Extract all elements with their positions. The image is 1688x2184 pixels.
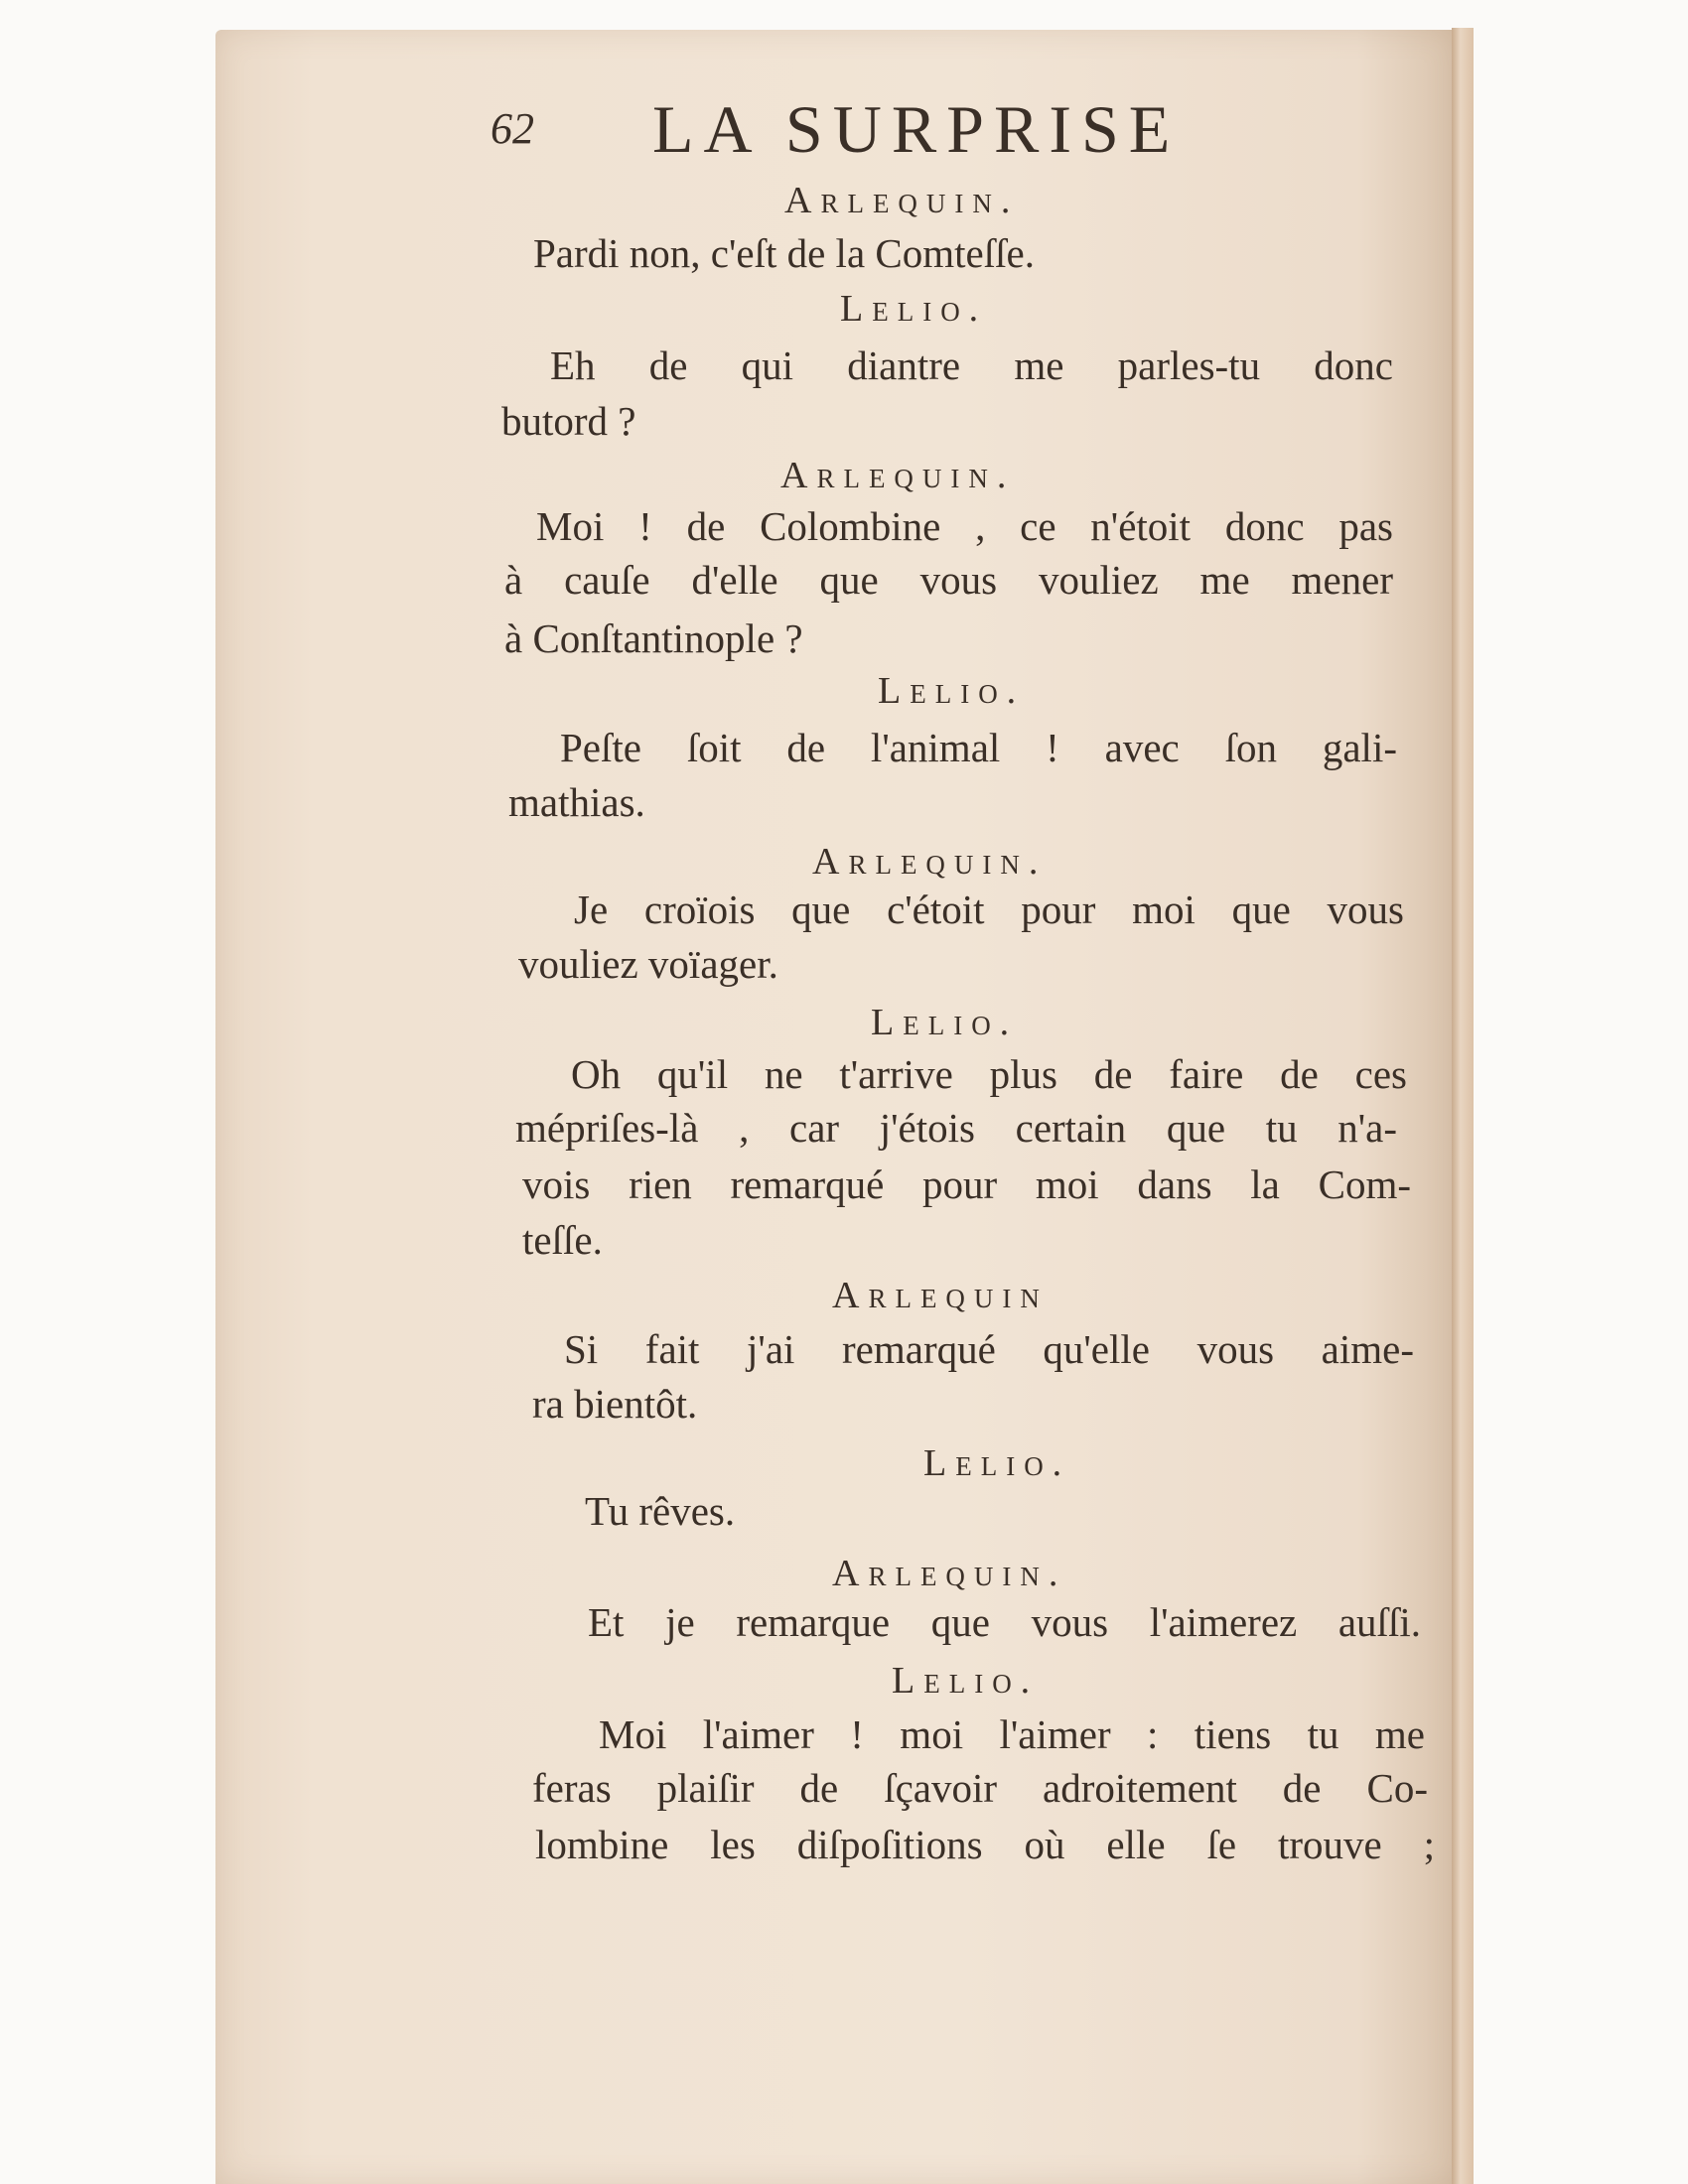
- dialogue-line: Si fait j'ai remarqué qu'elle vous aime-: [564, 1326, 1414, 1372]
- dialogue-line: Tu rêves.: [585, 1488, 736, 1534]
- speaker-name: Lelio.: [923, 1442, 1071, 1484]
- speaker-name: Lelio.: [878, 670, 1026, 712]
- speaker-name: Arlequin.: [780, 455, 1016, 496]
- dialogue-line: Oh qu'il ne t'arrive plus de faire de ces: [571, 1051, 1407, 1097]
- dialogue-line: à Conſtantinople ?: [504, 615, 803, 661]
- dialogue-line: Eh de qui diantre me parles-tu donc: [550, 342, 1393, 388]
- dialogue-line: vouliez voïager.: [518, 941, 778, 987]
- dialogue-line: Moi ! de Colombine , ce n'étoit donc pas: [536, 503, 1393, 549]
- dialogue-line: ra bientôt.: [532, 1381, 698, 1427]
- dialogue-line: butord ?: [501, 398, 636, 444]
- dialogue-line: mépriſes-là , car j'étois certain que tu n'a-: [515, 1105, 1397, 1151]
- dialogue-line: feras plaiſir de ſçavoir adroitement de Co-: [532, 1765, 1428, 1811]
- dialogue-line: vois rien remarqué pour moi dans la Com-: [522, 1161, 1411, 1207]
- dialogue-line: teſſe.: [522, 1217, 603, 1263]
- dialogue-line: Je croïois que c'étoit pour moi que vous: [574, 887, 1404, 932]
- page-edge: [1452, 28, 1474, 2184]
- speaker-name: Lelio.: [871, 1002, 1019, 1043]
- speaker-name: Lelio.: [892, 1660, 1040, 1702]
- dialogue-line: lombine les diſpoſitions où elle ſe trouve ;: [535, 1822, 1435, 1867]
- dialogue-line: Pardi non, c'eſt de la Comteſſe.: [533, 230, 1035, 276]
- dialogue-line: Et je remarque que vous l'aimerez auſſi.: [588, 1599, 1421, 1645]
- speaker-name: Arlequin: [832, 1275, 1049, 1316]
- speaker-name: Arlequin.: [812, 841, 1048, 883]
- speaker-name: Lelio.: [840, 288, 988, 330]
- dialogue-line: à cauſe d'elle que vous vouliez me mener: [504, 557, 1393, 603]
- speaker-name: Arlequin.: [784, 180, 1020, 221]
- speaker-name: Arlequin.: [832, 1553, 1067, 1594]
- dialogue-line: Moi l'aimer ! moi l'aimer : tiens tu me: [599, 1711, 1425, 1757]
- running-title: LA SURPRISE: [652, 91, 1181, 167]
- dialogue-line: mathias.: [508, 779, 645, 825]
- dialogue-line: Peſte ſoit de l'animal ! avec ſon gali-: [560, 725, 1397, 770]
- page-number: 62: [491, 104, 534, 153]
